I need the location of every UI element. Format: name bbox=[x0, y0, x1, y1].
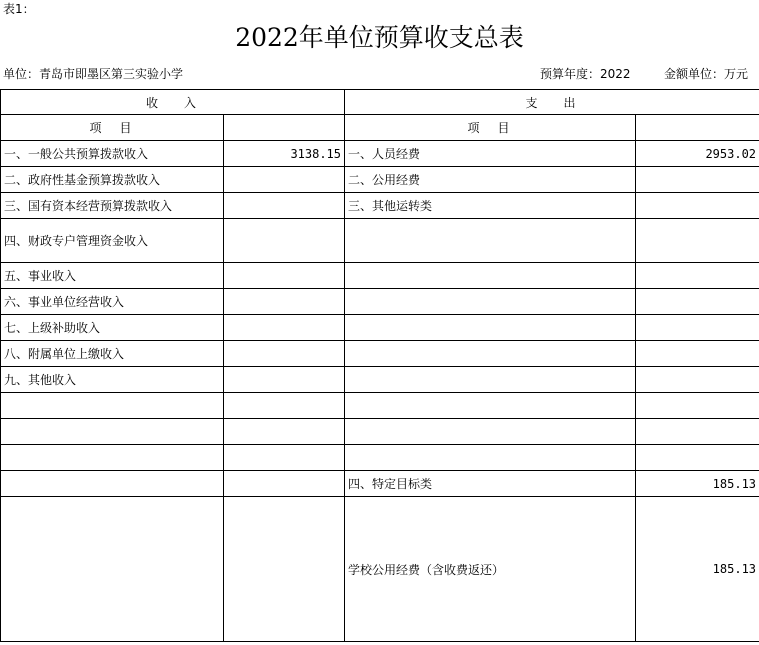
income-amount bbox=[224, 263, 345, 289]
expense-item bbox=[345, 419, 636, 445]
income-amount bbox=[224, 341, 345, 367]
table-row bbox=[1, 419, 759, 445]
table-row bbox=[1, 445, 759, 471]
expense-amount bbox=[636, 367, 759, 393]
income-item bbox=[1, 497, 224, 642]
income-item: 八、附属单位上缴收入 bbox=[1, 341, 224, 367]
table-row bbox=[1, 141, 759, 167]
income-section-header: 收入 bbox=[1, 90, 345, 115]
column-header-row bbox=[1, 115, 759, 141]
expense-amount bbox=[636, 315, 759, 341]
income-item bbox=[1, 393, 224, 419]
income-amount bbox=[224, 367, 345, 393]
income-amount bbox=[224, 419, 345, 445]
table-row bbox=[1, 193, 759, 219]
expense-item: 四、特定目标类 bbox=[345, 471, 636, 497]
expense-amount bbox=[636, 393, 759, 419]
income-item bbox=[1, 445, 224, 471]
income-amount bbox=[224, 289, 345, 315]
expense-item bbox=[345, 315, 636, 341]
table-row bbox=[1, 393, 759, 419]
income-amount bbox=[224, 315, 345, 341]
expense-item bbox=[345, 219, 636, 263]
expense-amount bbox=[636, 289, 759, 315]
expense-item: 一、人员经费 bbox=[345, 141, 636, 167]
income-item: 三、国有资本经营预算拨款收入 bbox=[1, 193, 224, 219]
table-row bbox=[1, 497, 759, 642]
table-row bbox=[1, 367, 759, 393]
expense-amount bbox=[636, 263, 759, 289]
expense-item bbox=[345, 289, 636, 315]
unit-label: 单位：青岛市即墨区第三实验小学 bbox=[3, 67, 184, 81]
expense-section-header: 支出 bbox=[345, 90, 759, 115]
income-amount bbox=[224, 193, 345, 219]
table-row bbox=[1, 167, 759, 193]
income-amount bbox=[224, 393, 345, 419]
income-item: 七、上级补助收入 bbox=[1, 315, 224, 341]
income-amount bbox=[224, 471, 345, 497]
income-item: 六、事业单位经营收入 bbox=[1, 289, 224, 315]
table-row bbox=[1, 315, 759, 341]
income-amount-header bbox=[224, 115, 345, 141]
expense-amount bbox=[636, 167, 759, 193]
budget-table bbox=[0, 89, 759, 642]
expense-item bbox=[345, 393, 636, 419]
table-row bbox=[1, 289, 759, 315]
expense-item: 二、公用经费 bbox=[345, 167, 636, 193]
income-item bbox=[1, 471, 224, 497]
income-item: 一、一般公共预算拨款收入 bbox=[1, 141, 224, 167]
expense-item: 三、其他运转类 bbox=[345, 193, 636, 219]
expense-amount bbox=[636, 445, 759, 471]
expense-item: 学校公用经费（含收费返还） bbox=[345, 497, 636, 642]
expense-amount bbox=[636, 193, 759, 219]
page-title: 2022年单位预算收支总表 bbox=[235, 23, 524, 52]
table-row bbox=[1, 263, 759, 289]
income-amount bbox=[224, 445, 345, 471]
income-item: 九、其他收入 bbox=[1, 367, 224, 393]
expense-item bbox=[345, 445, 636, 471]
income-item: 五、事业收入 bbox=[1, 263, 224, 289]
table-label: 表1： bbox=[3, 2, 35, 16]
income-item-header: 项目 bbox=[1, 115, 224, 141]
income-item: 四、财政专户管理资金收入 bbox=[1, 219, 224, 263]
expense-amount: 185.13 bbox=[636, 497, 759, 642]
income-amount bbox=[224, 219, 345, 263]
expense-item bbox=[345, 341, 636, 367]
income-amount bbox=[224, 167, 345, 193]
amount-unit-label: 金额单位：万元 bbox=[664, 67, 749, 81]
income-item bbox=[1, 419, 224, 445]
expense-amount: 2953.02 bbox=[636, 141, 759, 167]
table-row bbox=[1, 219, 759, 263]
expense-amount bbox=[636, 219, 759, 263]
expense-amount-header bbox=[636, 115, 759, 141]
expense-item bbox=[345, 367, 636, 393]
budget-year-label: 预算年度：2022 bbox=[540, 67, 631, 81]
section-header-row bbox=[1, 90, 759, 115]
expense-item bbox=[345, 263, 636, 289]
income-item: 二、政府性基金预算拨款收入 bbox=[1, 167, 224, 193]
table-row bbox=[1, 341, 759, 367]
expense-amount bbox=[636, 419, 759, 445]
table-row bbox=[1, 471, 759, 497]
income-amount bbox=[224, 497, 345, 642]
expense-amount: 185.13 bbox=[636, 471, 759, 497]
expense-amount bbox=[636, 341, 759, 367]
income-amount: 3138.15 bbox=[224, 141, 345, 167]
expense-item-header: 项目 bbox=[345, 115, 636, 141]
